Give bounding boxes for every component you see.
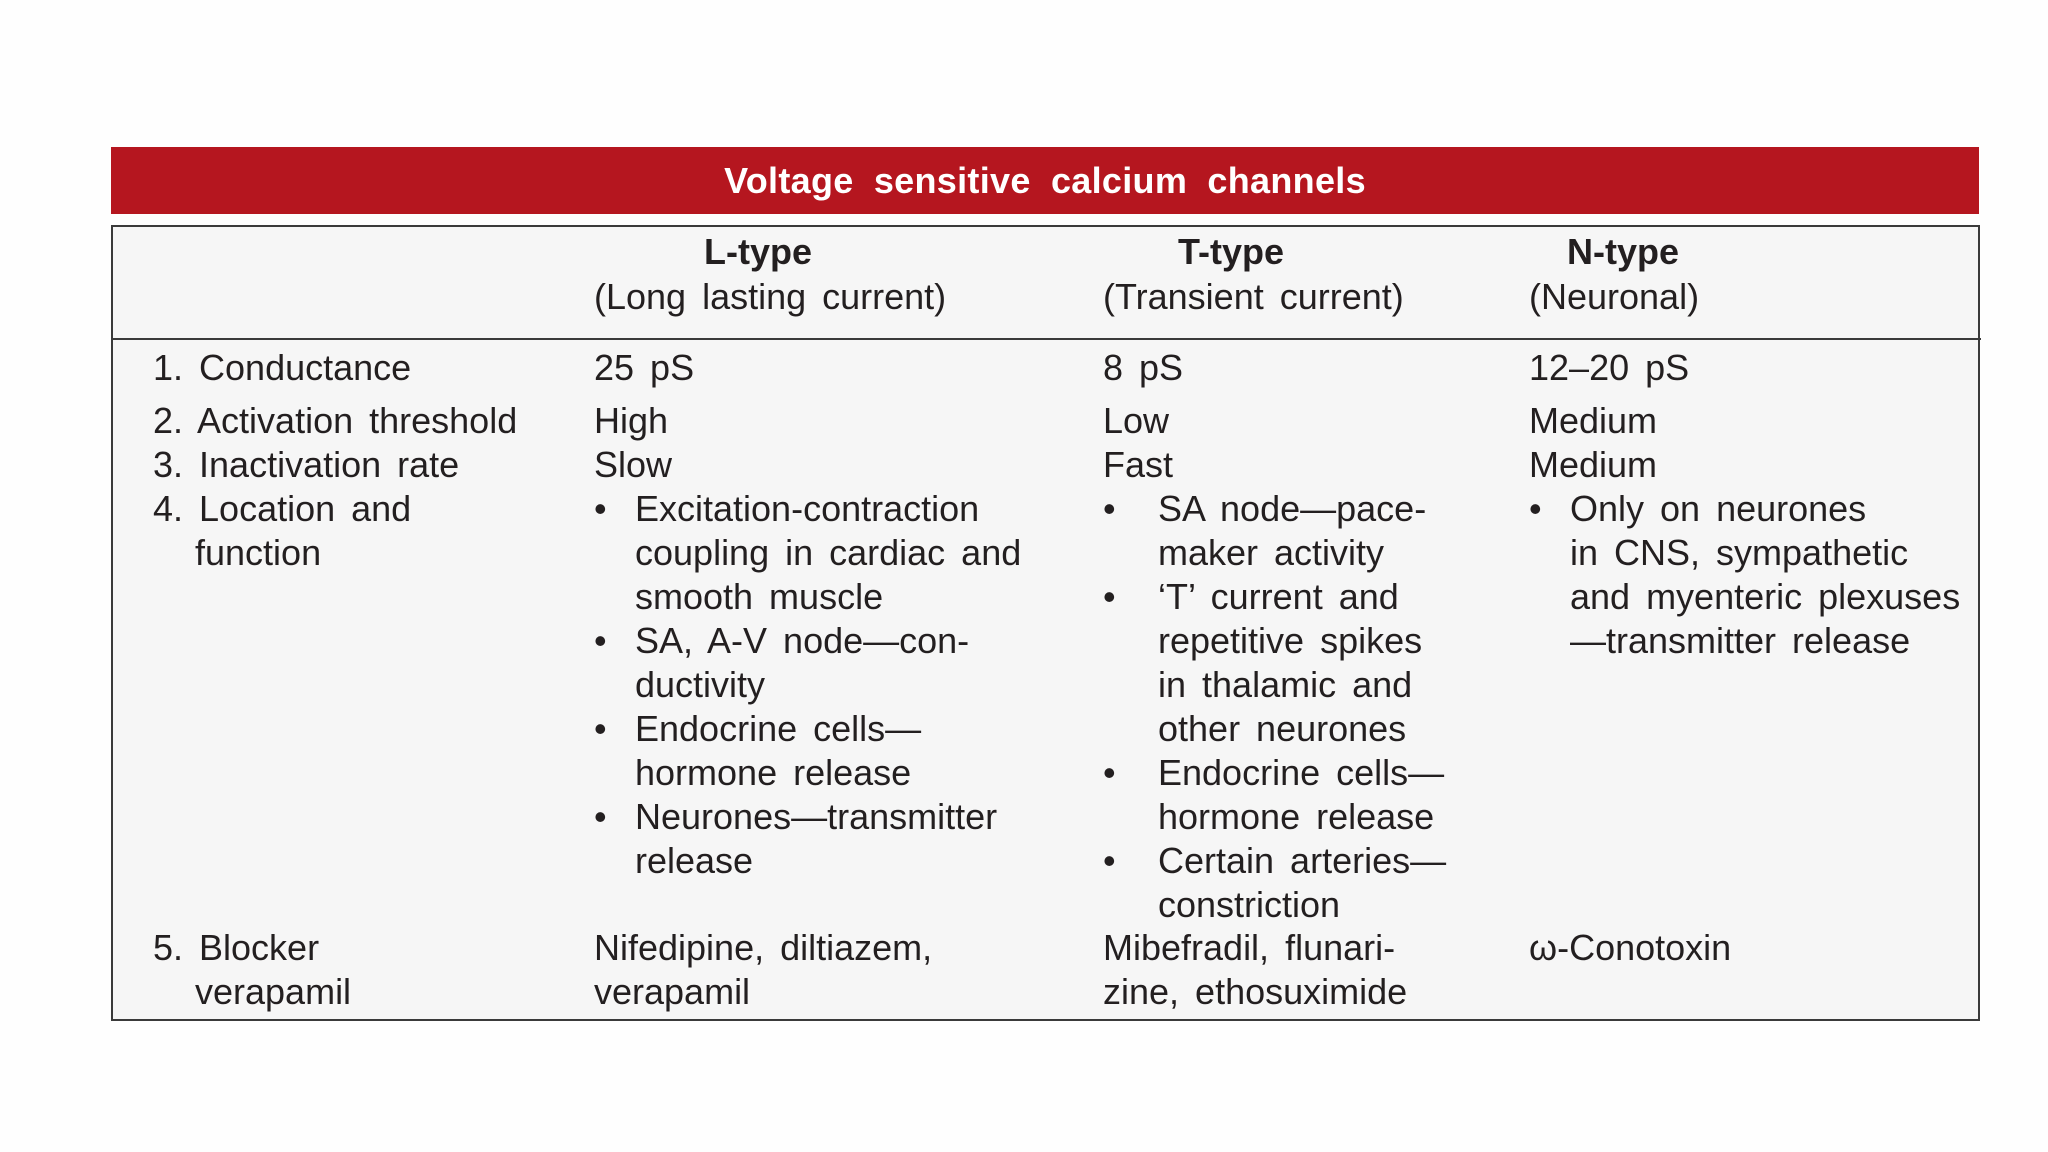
list-item: • ‘T’ current and repetitive spikes in thalamic and other neurones — [1103, 576, 1423, 749]
cell-activation-t: Low — [1103, 400, 1170, 441]
list-item: • Only on neurones in CNS, sympathetic and myenteric plexuses —transmitter release — [1529, 488, 1961, 661]
row-label-conductance: 1. Conductance — [153, 347, 412, 388]
table-title-bar — [111, 147, 1979, 214]
row-label-inactivation-rate: 3. Inactivation rate — [153, 444, 460, 485]
row-label-activation-threshold: 2. Activation threshold — [153, 400, 518, 441]
list-item: • SA node—pace- maker activity — [1103, 488, 1427, 573]
cell-conductance-n: 12–20 pS — [1529, 347, 1690, 388]
list-item: • Endocrine cells— hormone release — [594, 708, 922, 793]
cell-inactivation-l: Slow — [594, 444, 673, 485]
bullet-icon: • — [1103, 576, 1116, 617]
cell-activation-n: Medium — [1529, 400, 1658, 441]
row-label-location-line1: 4. Location and — [153, 488, 412, 529]
calcium-channel-table — [111, 225, 1980, 1021]
list-item: • Neurones—transmitter release — [594, 796, 998, 881]
bullet-icon: • — [1529, 488, 1542, 529]
cell-activation-l: High — [594, 400, 669, 441]
table-title: Voltage sensitive calcium channels — [724, 159, 1366, 201]
row-label-blocker-line1: 5. Blocker — [153, 927, 320, 968]
cell-blocker-n: ω-Conotoxin — [1529, 927, 1732, 968]
bullet-icon: • — [594, 488, 607, 529]
list-item: • SA, A-V node—con- ductivity — [594, 620, 970, 705]
col-header-l-type: L-type — [704, 231, 812, 272]
col-subtitle-t-type: (Transient current) — [1103, 276, 1404, 317]
bullet-icon: • — [594, 620, 607, 661]
location-list-n — [1529, 487, 1960, 663]
list-item: • Endocrine cells— hormone release — [1103, 752, 1445, 837]
cell-conductance-t: 8 pS — [1103, 347, 1184, 388]
bullet-icon: • — [594, 796, 607, 837]
bullet-icon: • — [594, 708, 607, 749]
col-header-t-type: T-type — [1178, 231, 1285, 272]
row-label-blocker-line2: verapamil — [195, 971, 352, 1012]
col-subtitle-n-type: (Neuronal) — [1529, 276, 1700, 317]
header-divider — [113, 338, 1981, 340]
list-item: • Certain arteries— constriction — [1103, 840, 1447, 925]
row-label-location-line2: function — [195, 532, 322, 573]
col-header-n-type: N-type — [1567, 231, 1680, 272]
bullet-icon: • — [1103, 488, 1116, 529]
list-item: • Excitation-contraction coupling in cardiac and smooth muscle — [594, 488, 1022, 617]
location-list-l — [594, 487, 1021, 883]
cell-conductance-l: 25 pS — [594, 347, 695, 388]
cell-blocker-l: Nifedipine, diltiazem, verapamil — [594, 927, 933, 1012]
bullet-icon: • — [1103, 752, 1116, 793]
cell-blocker-t: Mibefradil, flunari- zine, ethosuximide — [1103, 927, 1408, 1012]
cell-inactivation-t: Fast — [1103, 444, 1174, 485]
location-list-t — [1103, 487, 1446, 927]
bullet-icon: • — [1103, 840, 1116, 881]
col-subtitle-l-type: (Long lasting current) — [594, 276, 947, 317]
cell-inactivation-n: Medium — [1529, 444, 1658, 485]
